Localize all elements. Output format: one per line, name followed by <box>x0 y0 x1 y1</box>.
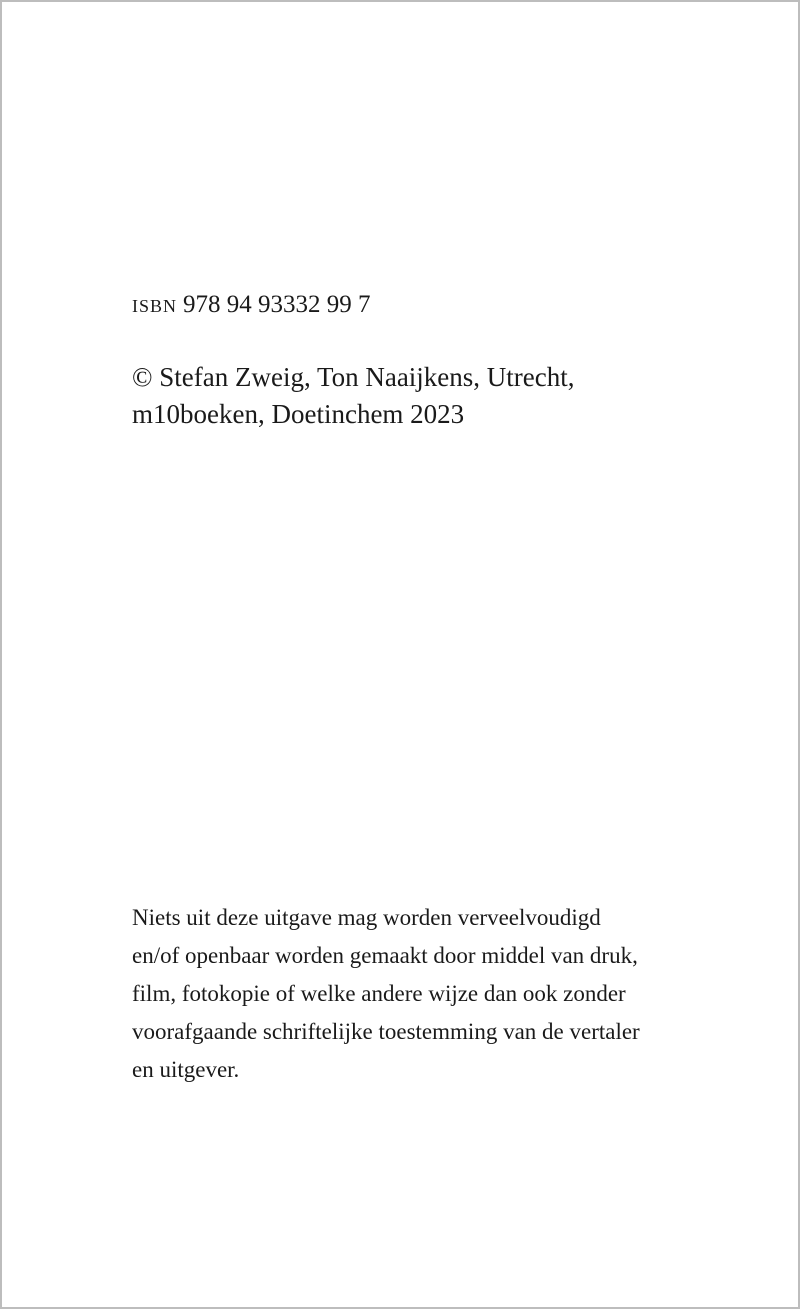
rights-line: film, fotokopie of welke andere wijze dan ook zonder <box>132 981 626 1006</box>
rights-line: en uitgever. <box>132 1057 240 1082</box>
rights-line: Niets uit deze uitgave mag worden verveelvoudigd <box>132 905 601 930</box>
isbn-line <box>132 286 371 324</box>
copyright-notice <box>132 359 692 433</box>
rights-line: en/of openbaar worden gemaakt door middel van druk, <box>132 943 638 968</box>
rights-notice <box>132 899 732 1089</box>
rights-line: voorafgaande schriftelijke toestemming van de vertaler <box>132 1019 640 1044</box>
copyright-line: m10boeken, Doetinchem 2023 <box>132 399 465 429</box>
isbn-number: 978 94 93332 99 7 <box>183 291 371 318</box>
copyright-line: © Stefan Zweig, Ton Naaijkens, Utrecht, <box>132 362 575 392</box>
isbn-label: isbn <box>132 291 178 318</box>
